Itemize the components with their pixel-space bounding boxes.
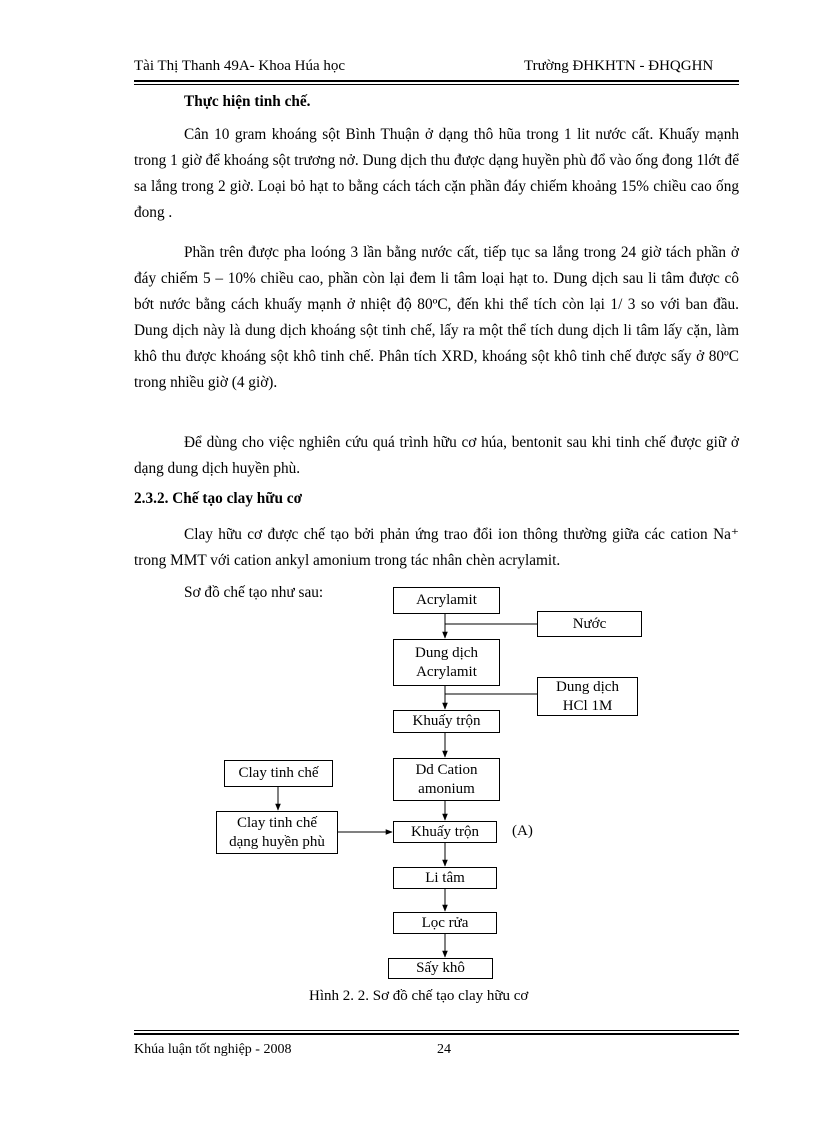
box-khuay-tron-2: Khuấy trộn xyxy=(393,821,497,843)
box-dung-dich-acrylamit: Dung dịch Acrylamit xyxy=(393,639,500,686)
box-li-tam: Li tâm xyxy=(393,867,497,889)
subsection-title: 2.3.2. Chế tạo clay hữu cơ xyxy=(134,490,303,507)
body-paragraph-3: Để dùng cho việc nghiên cứu quá trình hữu cơ húa, bentonit sau khi tinh chế được giữ ở dạng dung dịch huyền phù. xyxy=(134,434,739,477)
diagram-intro: Sơ đồ chế tạo như sau: xyxy=(184,584,324,601)
footer-left: Khúa luận tốt nghiệp - 2008 xyxy=(134,1042,292,1057)
box-dd-cation-amonium: Dd Cation amonium xyxy=(393,758,500,801)
footer-rule-thin xyxy=(134,1030,739,1031)
box-say-kho: Sấy khô xyxy=(388,958,493,979)
header-right: Trường ĐHKHTN - ĐHQGHN xyxy=(524,58,714,74)
figure-caption: Hình 2. 2. Sơ đồ chế tạo clay hữu cơ xyxy=(309,988,529,1004)
body-paragraph-2: Phần trên được pha loóng 3 lần bằng nước cất, tiếp tục sa lắng trong 24 giờ tách phần ở đáy chiếm 5 – 10% chiều cao, phần còn lại đem li tâm loại hạt to. Dung dịch sau li tâm được cô bớt nước bằng cách khuấy mạnh ở nhiệt độ 80ºC, đến khi thể tích còn lại 1/ 3 so với ban đầu. Dung dịch này là dung dịch khoáng sột tinh chế, lấy ra một thể tích dung dịch li tâm lấy cặn, làm khô thu được khoáng sột khô tinh chế. Phân tích XRD, khoáng sột khô tinh chế được sấy ở 80ºC trong nhiều giờ (4 giờ). xyxy=(134,244,739,391)
box-khuay-tron-1: Khuấy trộn xyxy=(393,710,500,733)
box-loc-rua: Lọc rửa xyxy=(393,912,497,934)
box-clay-tinh-che: Clay tinh chế xyxy=(224,760,333,787)
box-acrylamit: Acrylamit xyxy=(393,587,500,614)
body-paragraph-4: Clay hữu cơ được chế tạo bởi phản ứng trao đổi ion thông thường giữa các cation Na⁺ trong MMT với cation ankyl amonium trong tác nhân chèn acrylamit. xyxy=(134,526,739,569)
box-nuoc: Nước xyxy=(537,611,642,637)
box-dung-dich-hcl: Dung dịch HCl 1M xyxy=(537,677,638,716)
header-left: Tài Thị Thanh 49A- Khoa Húa học xyxy=(134,58,346,74)
footer-rule-thick xyxy=(134,1033,739,1035)
box-clay-huyen-phu: Clay tinh chế dạng huyền phù xyxy=(216,811,338,854)
page-number: 24 xyxy=(437,1042,451,1057)
section-title: Thực hiện tinh chế. xyxy=(184,93,311,110)
body-paragraph-1: Cân 10 gram khoáng sột Bình Thuận ở dạng thô hũa trong 1 lit nước cất. Khuấy mạnh trong 1 giờ để khoáng sột trương nở. Dung dịch thu được dạng huyền phù đổ vào ống đong 1lớt để sa lắng trong 2 giờ. Loại bỏ hạt to bằng cách tách cặn phần đáy chiếm khoảng 15% chiều cao ống đong . xyxy=(134,126,739,221)
label-a: (A) xyxy=(512,823,533,839)
